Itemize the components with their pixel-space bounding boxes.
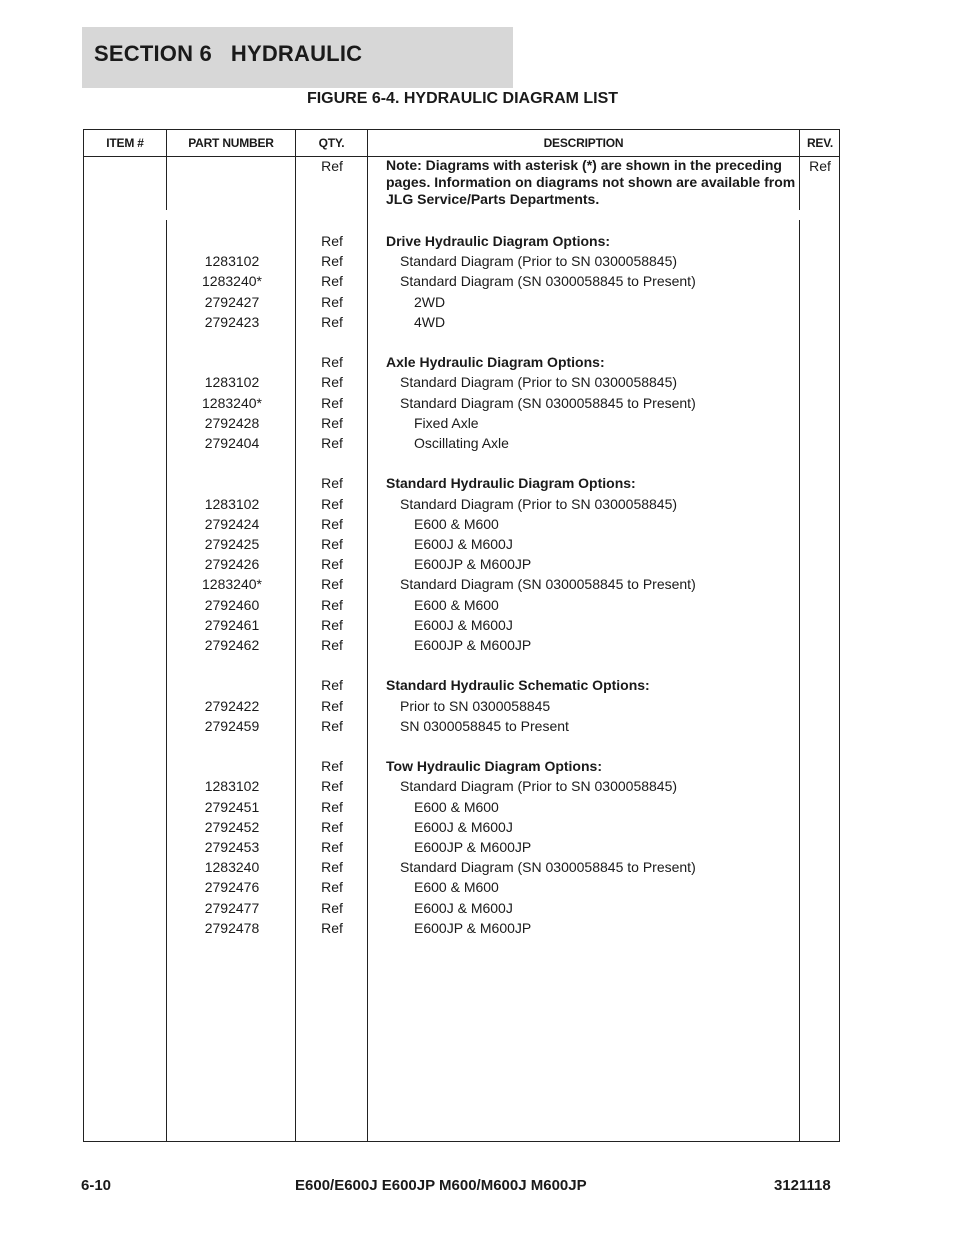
- description-cell: Standard Diagram (Prior to SN 0300058845): [400, 253, 678, 270]
- qty-cell: Ref: [321, 758, 343, 775]
- table-row: [84, 271, 839, 291]
- qty-cell: Ref: [321, 374, 343, 391]
- header-qty: QTY.: [318, 136, 345, 150]
- group-heading-row: [84, 756, 839, 776]
- description-cell: Standard Diagram (SN 0300058845 to Present): [400, 576, 696, 593]
- table-row: [84, 433, 839, 453]
- qty-cell: Ref: [321, 839, 343, 855]
- description-cell: E600 & M600: [414, 879, 499, 896]
- description-cell: E600 & M600: [414, 596, 499, 613]
- qty-cell: Ref: [321, 233, 343, 249]
- part-number-cell: 2792478: [204, 919, 260, 936]
- table-row: [84, 292, 839, 312]
- table-row: [84, 615, 839, 635]
- qty-cell: Ref: [321, 475, 343, 492]
- part-number-cell: 2792461: [204, 616, 260, 633]
- qty-cell: Ref: [321, 313, 343, 330]
- table-row: [84, 312, 839, 332]
- table-row: [84, 372, 839, 392]
- description-cell: E600JP & M600JP: [414, 556, 532, 573]
- table-row: [84, 857, 839, 877]
- page-number: 6-10: [81, 1177, 112, 1194]
- section-title: SECTION 6 HYDRAULIC: [94, 41, 363, 66]
- table-row: [84, 393, 839, 413]
- table-row: [84, 554, 839, 574]
- model-list: E600/E600J E600JP M600/M600J M600JP: [295, 1177, 587, 1194]
- description-cell: E600J & M600J: [414, 616, 513, 633]
- qty-cell: Ref: [321, 536, 343, 552]
- figure-title: FIGURE 6-4. HYDRAULIC DIAGRAM LIST: [306, 90, 619, 107]
- table-row: [84, 797, 839, 817]
- part-number-cell: 2792427: [204, 293, 260, 310]
- part-number-cell: 2792423: [204, 313, 260, 330]
- description-cell: Standard Diagram (SN 0300058845 to Present): [400, 394, 696, 411]
- description-cell: E600 & M600: [414, 798, 499, 815]
- divider-gap: [166, 210, 167, 220]
- table-row: [84, 534, 839, 554]
- description-cell: E600JP & M600JP: [414, 637, 532, 653]
- qty-cell: Ref: [321, 778, 343, 795]
- qty-cell: Ref: [321, 677, 343, 694]
- description-cell: Standard Diagram (Prior to SN 0300058845): [400, 374, 678, 391]
- part-number-cell: 2792460: [204, 596, 260, 613]
- description-cell: Standard Diagram (SN 0300058845 to Present): [400, 859, 696, 876]
- qty-cell: Ref: [321, 293, 343, 310]
- qty-cell: Ref: [321, 899, 343, 916]
- qty-cell: Ref: [321, 354, 343, 371]
- qty-cell: Ref: [321, 556, 343, 573]
- group-heading-row: [84, 231, 839, 251]
- table-row: [84, 776, 839, 796]
- qty-cell: Ref: [321, 859, 343, 876]
- part-number-cell: 2792477: [204, 899, 260, 916]
- header-item: ITEM #: [106, 136, 144, 150]
- part-number-cell: 1283240*: [202, 273, 262, 290]
- description-cell: Oscillating Axle: [414, 435, 509, 451]
- description-cell: Standard Hydraulic Diagram Options:: [386, 475, 636, 492]
- document-number: 3121118: [774, 1177, 831, 1194]
- part-number-cell: 1283102: [204, 253, 260, 270]
- note-text: Note: Diagrams with asterisk (*) are shown in the preceding pages. Information on diagrams not shown are available from JLG Service/Parts Departments.: [386, 157, 796, 207]
- description-cell: Tow Hydraulic Diagram Options:: [386, 758, 602, 775]
- description-cell: Fixed Axle: [414, 414, 479, 431]
- part-number-cell: 1283240*: [202, 576, 262, 593]
- divider-gap: [799, 210, 800, 220]
- part-number-cell: 2792462: [204, 637, 260, 653]
- parts-table: [83, 129, 840, 1142]
- description-cell: Standard Diagram (Prior to SN 0300058845): [400, 778, 678, 795]
- part-number-cell: 1283102: [204, 374, 260, 391]
- part-number-cell: 1283240*: [202, 394, 262, 411]
- rev-cell: Ref: [809, 158, 831, 174]
- description-cell: SN 0300058845 to Present: [400, 717, 569, 734]
- qty-cell: Ref: [321, 515, 343, 532]
- description-cell: Prior to SN 0300058845: [400, 697, 551, 714]
- table-row: [84, 251, 839, 271]
- part-number-cell: 2792452: [204, 818, 260, 835]
- description-cell: E600J & M600J: [414, 899, 513, 916]
- description-cell: Standard Diagram (SN 0300058845 to Present): [400, 273, 696, 290]
- group-heading-row: [84, 352, 839, 372]
- qty-cell: Ref: [321, 616, 343, 633]
- part-number-cell: 2792404: [204, 435, 260, 451]
- part-number-cell: 2792476: [204, 879, 260, 896]
- table-row: [84, 514, 839, 534]
- qty-cell: Ref: [321, 596, 343, 613]
- table-row: [84, 877, 839, 897]
- description-cell: E600JP & M600JP: [414, 919, 532, 936]
- table-row: [84, 494, 839, 514]
- part-number-cell: 2792424: [204, 515, 260, 532]
- qty-cell: Ref: [321, 576, 343, 593]
- description-cell: E600J & M600J: [414, 536, 513, 552]
- qty-cell: Ref: [321, 158, 343, 174]
- qty-cell: Ref: [321, 435, 343, 451]
- part-number-cell: 2792422: [204, 697, 260, 714]
- description-cell: 4WD: [414, 313, 446, 330]
- description-cell: E600JP & M600JP: [414, 839, 532, 855]
- table-row: [84, 574, 839, 594]
- description-cell: 2WD: [414, 293, 446, 310]
- part-number-cell: 2792426: [204, 556, 260, 573]
- description-cell: Axle Hydraulic Diagram Options:: [386, 354, 605, 371]
- header-rev: REV.: [806, 136, 834, 150]
- qty-cell: Ref: [321, 637, 343, 653]
- qty-cell: Ref: [321, 273, 343, 290]
- qty-cell: Ref: [321, 879, 343, 896]
- qty-cell: Ref: [321, 394, 343, 411]
- description-cell: Standard Diagram (Prior to SN 0300058845): [400, 495, 678, 512]
- part-number-cell: 1283102: [204, 495, 260, 512]
- table-row: [84, 696, 839, 716]
- qty-cell: Ref: [321, 818, 343, 835]
- qty-cell: Ref: [321, 697, 343, 714]
- header-part-number: PART NUMBER: [188, 136, 274, 150]
- part-number-cell: 2792451: [204, 798, 260, 815]
- group-heading-row: [84, 675, 839, 695]
- qty-cell: Ref: [321, 495, 343, 512]
- qty-cell: Ref: [321, 798, 343, 815]
- part-number-cell: 2792428: [204, 414, 260, 431]
- table-row: [84, 595, 839, 615]
- part-number-cell: 2792453: [204, 839, 260, 855]
- description-cell: E600J & M600J: [414, 818, 513, 835]
- qty-cell: Ref: [321, 717, 343, 734]
- qty-cell: Ref: [321, 919, 343, 936]
- part-number-cell: 1283240: [204, 859, 260, 876]
- description-cell: Standard Hydraulic Schematic Options:: [386, 677, 650, 694]
- description-cell: Drive Hydraulic Diagram Options:: [386, 233, 611, 249]
- qty-cell: Ref: [321, 414, 343, 431]
- description-cell: E600 & M600: [414, 515, 499, 532]
- part-number-cell: 1283102: [204, 778, 260, 795]
- table-row: [84, 837, 839, 857]
- qty-cell: Ref: [321, 253, 343, 270]
- header-description: DESCRIPTION: [543, 136, 624, 150]
- group-heading-row: [84, 473, 839, 493]
- table-row: [84, 413, 839, 433]
- part-number-cell: 2792459: [204, 717, 260, 734]
- table-row: [84, 817, 839, 837]
- part-number-cell: 2792425: [204, 536, 260, 552]
- section-banner: [82, 27, 513, 88]
- table-row: [84, 898, 839, 918]
- table-row: [84, 918, 839, 938]
- table-row: [84, 716, 839, 736]
- table-row: [84, 635, 839, 655]
